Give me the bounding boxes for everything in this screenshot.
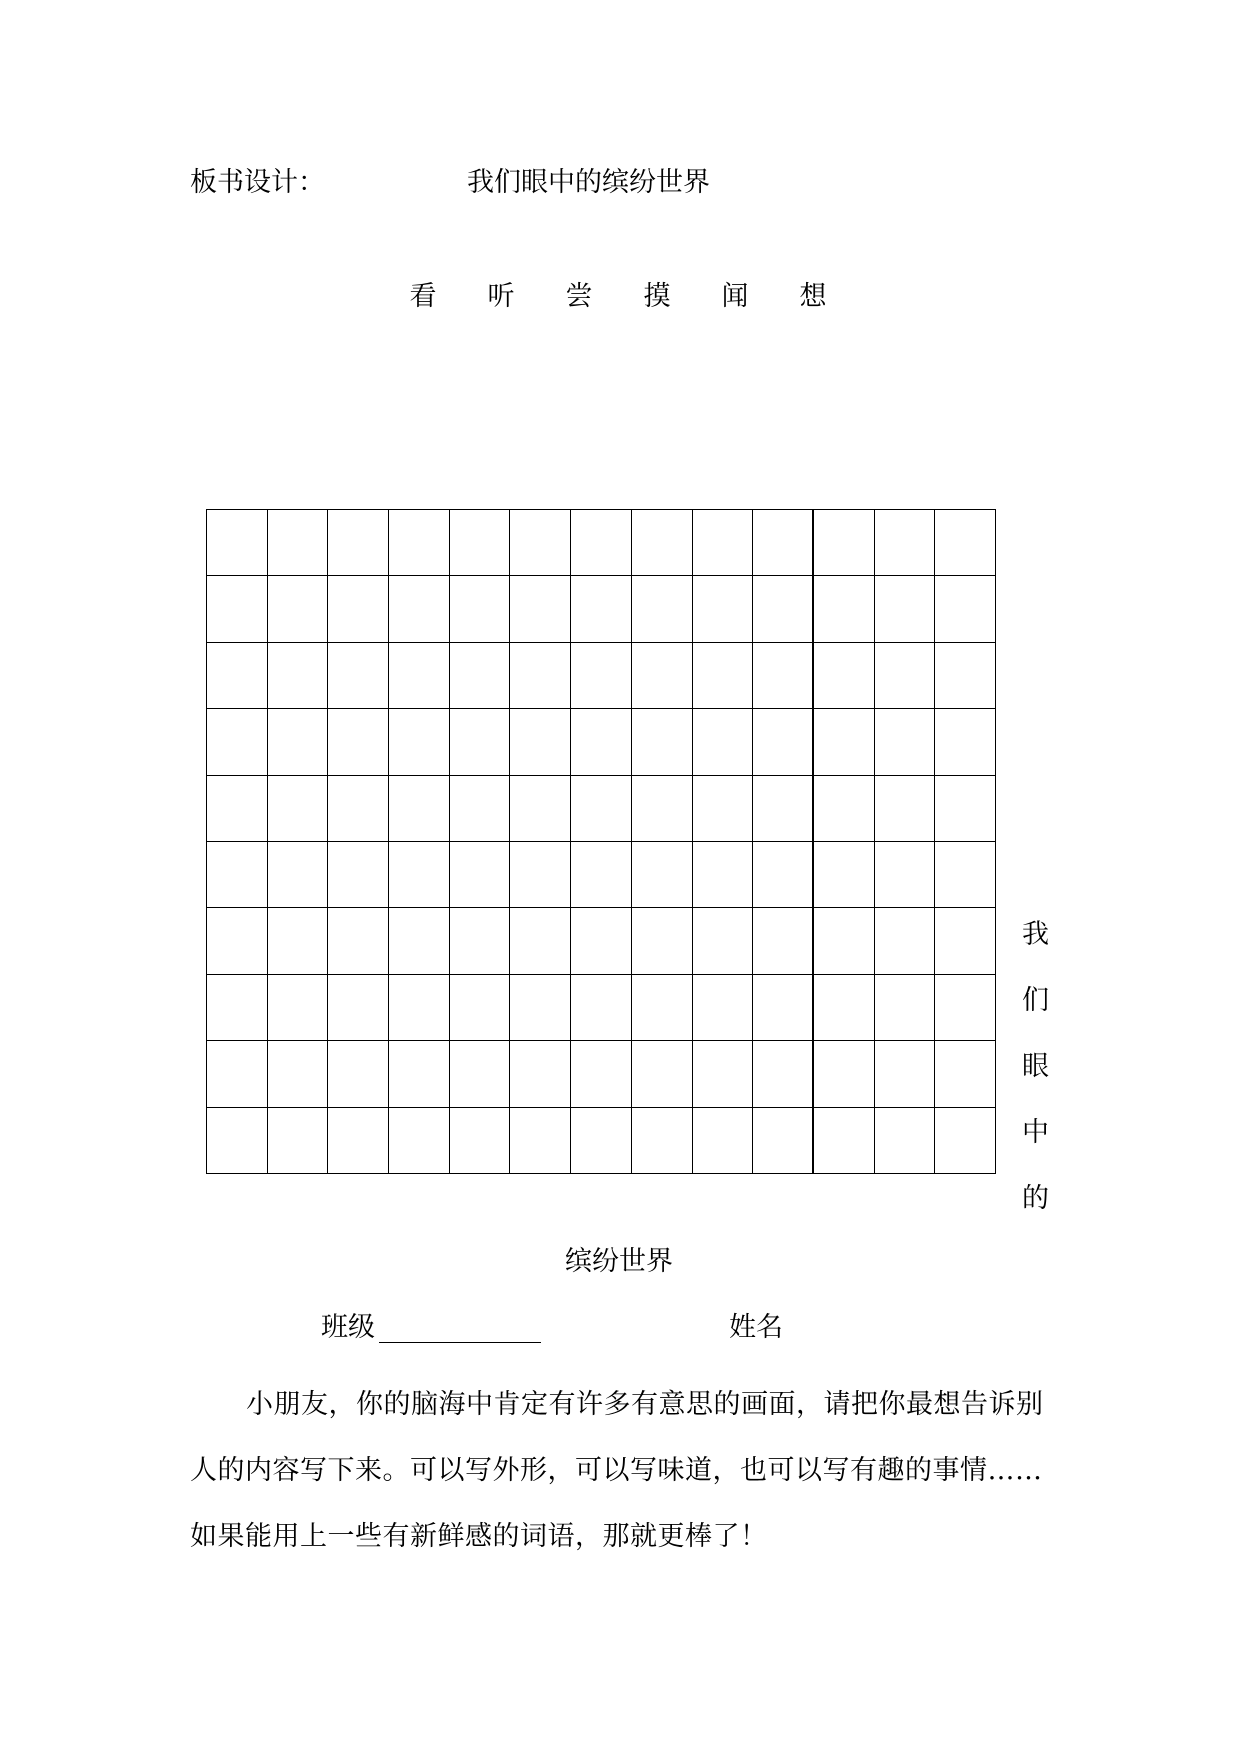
vertical-title-char: 眼 — [1022, 1051, 1049, 1082]
grid-cell[interactable] — [450, 975, 511, 1041]
sense-smell: 闻 — [721, 281, 749, 312]
grid-cell[interactable] — [571, 643, 632, 709]
grid-cell[interactable] — [207, 842, 268, 908]
grid-cell[interactable] — [875, 1108, 936, 1174]
grid-cell[interactable] — [753, 842, 814, 908]
grid-cell[interactable] — [875, 576, 936, 642]
grid-cell[interactable] — [935, 576, 996, 642]
instructions-paragraph: 小朋友，你的脑海中肯定有许多有意思的画面，请把你最想告诉别人的内容写下来。可以写外形，可以写味道，也可以写有趣的事情……如果能用上一些有新鲜感的词语，那就更棒了！ — [190, 1389, 1044, 1552]
grid-cell[interactable] — [510, 1108, 571, 1174]
grid-cell[interactable] — [328, 510, 389, 576]
grid-cell[interactable] — [753, 776, 814, 842]
grid-cell[interactable] — [753, 709, 814, 775]
grid-cell[interactable] — [268, 1108, 329, 1174]
grid-cell[interactable] — [207, 643, 268, 709]
class-input-line[interactable] — [379, 1342, 541, 1343]
grid-cell[interactable] — [389, 908, 450, 974]
vertical-title-char: 的 — [1022, 1183, 1049, 1214]
grid-cell[interactable] — [450, 1041, 511, 1107]
sense-think: 想 — [799, 281, 827, 312]
grid-cell[interactable] — [510, 576, 571, 642]
board-title: 我们眼中的缤纷世界 — [467, 167, 710, 198]
grid-cell[interactable] — [814, 776, 875, 842]
grid-cell[interactable] — [450, 576, 511, 642]
grid-cell[interactable] — [389, 709, 450, 775]
grid-cell[interactable] — [268, 908, 329, 974]
grid-cell[interactable] — [510, 842, 571, 908]
grid-cell[interactable] — [693, 709, 754, 775]
grid-cell[interactable] — [632, 709, 693, 775]
grid-cell[interactable] — [571, 709, 632, 775]
vertical-title-char: 我 — [1022, 919, 1049, 950]
grid-cell[interactable] — [328, 842, 389, 908]
grid-cell[interactable] — [632, 1041, 693, 1107]
grid-cell[interactable] — [571, 908, 632, 974]
grid-cell[interactable] — [935, 975, 996, 1041]
grid-cell[interactable] — [328, 776, 389, 842]
grid-cell[interactable] — [935, 643, 996, 709]
board-design-label: 板书设计： — [190, 167, 325, 198]
grid-cell[interactable] — [753, 975, 814, 1041]
grid-cell[interactable] — [207, 576, 268, 642]
vertical-title-char: 中 — [1022, 1117, 1049, 1148]
grid-cell[interactable] — [207, 709, 268, 775]
grid-cell[interactable] — [268, 576, 329, 642]
grid-cell[interactable] — [389, 1041, 450, 1107]
grid-cell[interactable] — [450, 1108, 511, 1174]
grid-cell[interactable] — [632, 975, 693, 1041]
grid-cell[interactable] — [510, 510, 571, 576]
grid-cell[interactable] — [207, 975, 268, 1041]
grid-cell[interactable] — [268, 842, 329, 908]
grid-cell[interactable] — [935, 908, 996, 974]
grid-cell[interactable] — [693, 908, 754, 974]
grid-cell[interactable] — [693, 975, 754, 1041]
grid-cell[interactable] — [875, 908, 936, 974]
grid-cell[interactable] — [450, 842, 511, 908]
grid-cell[interactable] — [450, 908, 511, 974]
grid-cell[interactable] — [268, 1041, 329, 1107]
grid-cell[interactable] — [571, 576, 632, 642]
grid-cell[interactable] — [510, 776, 571, 842]
grid-cell[interactable] — [875, 1041, 936, 1107]
grid-cell[interactable] — [875, 776, 936, 842]
grid-cell[interactable] — [389, 975, 450, 1041]
grid-cell[interactable] — [875, 709, 936, 775]
grid-cell[interactable] — [632, 576, 693, 642]
grid-cell[interactable] — [753, 1108, 814, 1174]
grid-cell[interactable] — [268, 510, 329, 576]
grid-cell[interactable] — [268, 776, 329, 842]
grid-cell[interactable] — [753, 510, 814, 576]
grid-cell[interactable] — [207, 776, 268, 842]
grid-cell[interactable] — [632, 1108, 693, 1174]
grid-cell[interactable] — [389, 643, 450, 709]
grid-cell[interactable] — [510, 1041, 571, 1107]
grid-cell[interactable] — [328, 576, 389, 642]
grid-cell[interactable] — [389, 1108, 450, 1174]
grid-cell[interactable] — [693, 842, 754, 908]
grid-cell[interactable] — [571, 1108, 632, 1174]
grid-cell[interactable] — [389, 510, 450, 576]
grid-cell[interactable] — [875, 842, 936, 908]
grid-cell[interactable] — [632, 842, 693, 908]
grid-cell[interactable] — [207, 1108, 268, 1174]
grid-cell[interactable] — [753, 643, 814, 709]
grid-cell[interactable] — [510, 975, 571, 1041]
grid-cell[interactable] — [632, 776, 693, 842]
grid-cell[interactable] — [328, 709, 389, 775]
vertical-title-char: 们 — [1022, 985, 1049, 1016]
grid-cell[interactable] — [268, 975, 329, 1041]
grid-cell[interactable] — [207, 510, 268, 576]
grid-cell[interactable] — [814, 576, 875, 642]
grid-cell[interactable] — [875, 975, 936, 1041]
grid-cell[interactable] — [935, 842, 996, 908]
grid-cell[interactable] — [207, 908, 268, 974]
grid-cell[interactable] — [268, 709, 329, 775]
grid-cell[interactable] — [693, 576, 754, 642]
grid-cell[interactable] — [328, 1041, 389, 1107]
grid-cell[interactable] — [935, 1041, 996, 1107]
grid-cell[interactable] — [693, 510, 754, 576]
grid-cell[interactable] — [328, 643, 389, 709]
grid-cell[interactable] — [814, 643, 875, 709]
grid-cell[interactable] — [510, 709, 571, 775]
grid-cell[interactable] — [450, 776, 511, 842]
grid-cell[interactable] — [450, 709, 511, 775]
grid-cell[interactable] — [875, 510, 936, 576]
grid-cell[interactable] — [450, 510, 511, 576]
grid-cell[interactable] — [935, 1108, 996, 1174]
grid-cell[interactable] — [389, 842, 450, 908]
grid-cell[interactable] — [571, 510, 632, 576]
grid-cell[interactable] — [814, 709, 875, 775]
grid-cell[interactable] — [935, 709, 996, 775]
grid-cell[interactable] — [450, 643, 511, 709]
grid-cell[interactable] — [571, 776, 632, 842]
title-tail: 缤纷世界 — [565, 1246, 673, 1277]
class-label: 班级 — [321, 1312, 375, 1343]
grid-cell[interactable] — [510, 908, 571, 974]
grid-cell[interactable] — [814, 842, 875, 908]
grid-cell[interactable] — [814, 908, 875, 974]
grid-cell[interactable] — [693, 776, 754, 842]
grid-cell[interactable] — [268, 643, 329, 709]
grid-cell[interactable] — [328, 1108, 389, 1174]
grid-cell[interactable] — [753, 576, 814, 642]
grid-cell[interactable] — [814, 510, 875, 576]
grid-cell[interactable] — [571, 1041, 632, 1107]
sense-touch: 摸 — [643, 281, 671, 312]
grid-cell[interactable] — [389, 576, 450, 642]
name-label: 姓名 — [729, 1312, 783, 1343]
grid-cell[interactable] — [571, 975, 632, 1041]
senses-row — [408, 280, 828, 314]
grid-cell[interactable] — [328, 908, 389, 974]
grid-cell[interactable] — [693, 643, 754, 709]
grid-cell[interactable] — [207, 1041, 268, 1107]
grid-cell[interactable] — [389, 776, 450, 842]
sense-see: 看 — [409, 281, 437, 312]
grid-cell[interactable] — [632, 510, 693, 576]
sense-taste: 尝 — [565, 281, 593, 312]
grid-cell[interactable] — [814, 1041, 875, 1107]
grid-cell[interactable] — [753, 1041, 814, 1107]
grid-cell[interactable] — [935, 776, 996, 842]
grid-cell[interactable] — [632, 908, 693, 974]
grid-cell[interactable] — [753, 908, 814, 974]
grid-cell[interactable] — [693, 1041, 754, 1107]
writing-grid[interactable] — [206, 509, 996, 1174]
sense-hear: 听 — [487, 281, 515, 312]
grid-cell[interactable] — [814, 975, 875, 1041]
grid-cell[interactable] — [935, 510, 996, 576]
grid-cell[interactable] — [693, 1108, 754, 1174]
vertical-title — [1022, 918, 1049, 1248]
grid-cell[interactable] — [632, 643, 693, 709]
grid-cell[interactable] — [328, 975, 389, 1041]
grid-cell[interactable] — [571, 842, 632, 908]
grid-cell[interactable] — [875, 643, 936, 709]
grid-cell[interactable] — [814, 1108, 875, 1174]
grid-cell[interactable] — [510, 643, 571, 709]
